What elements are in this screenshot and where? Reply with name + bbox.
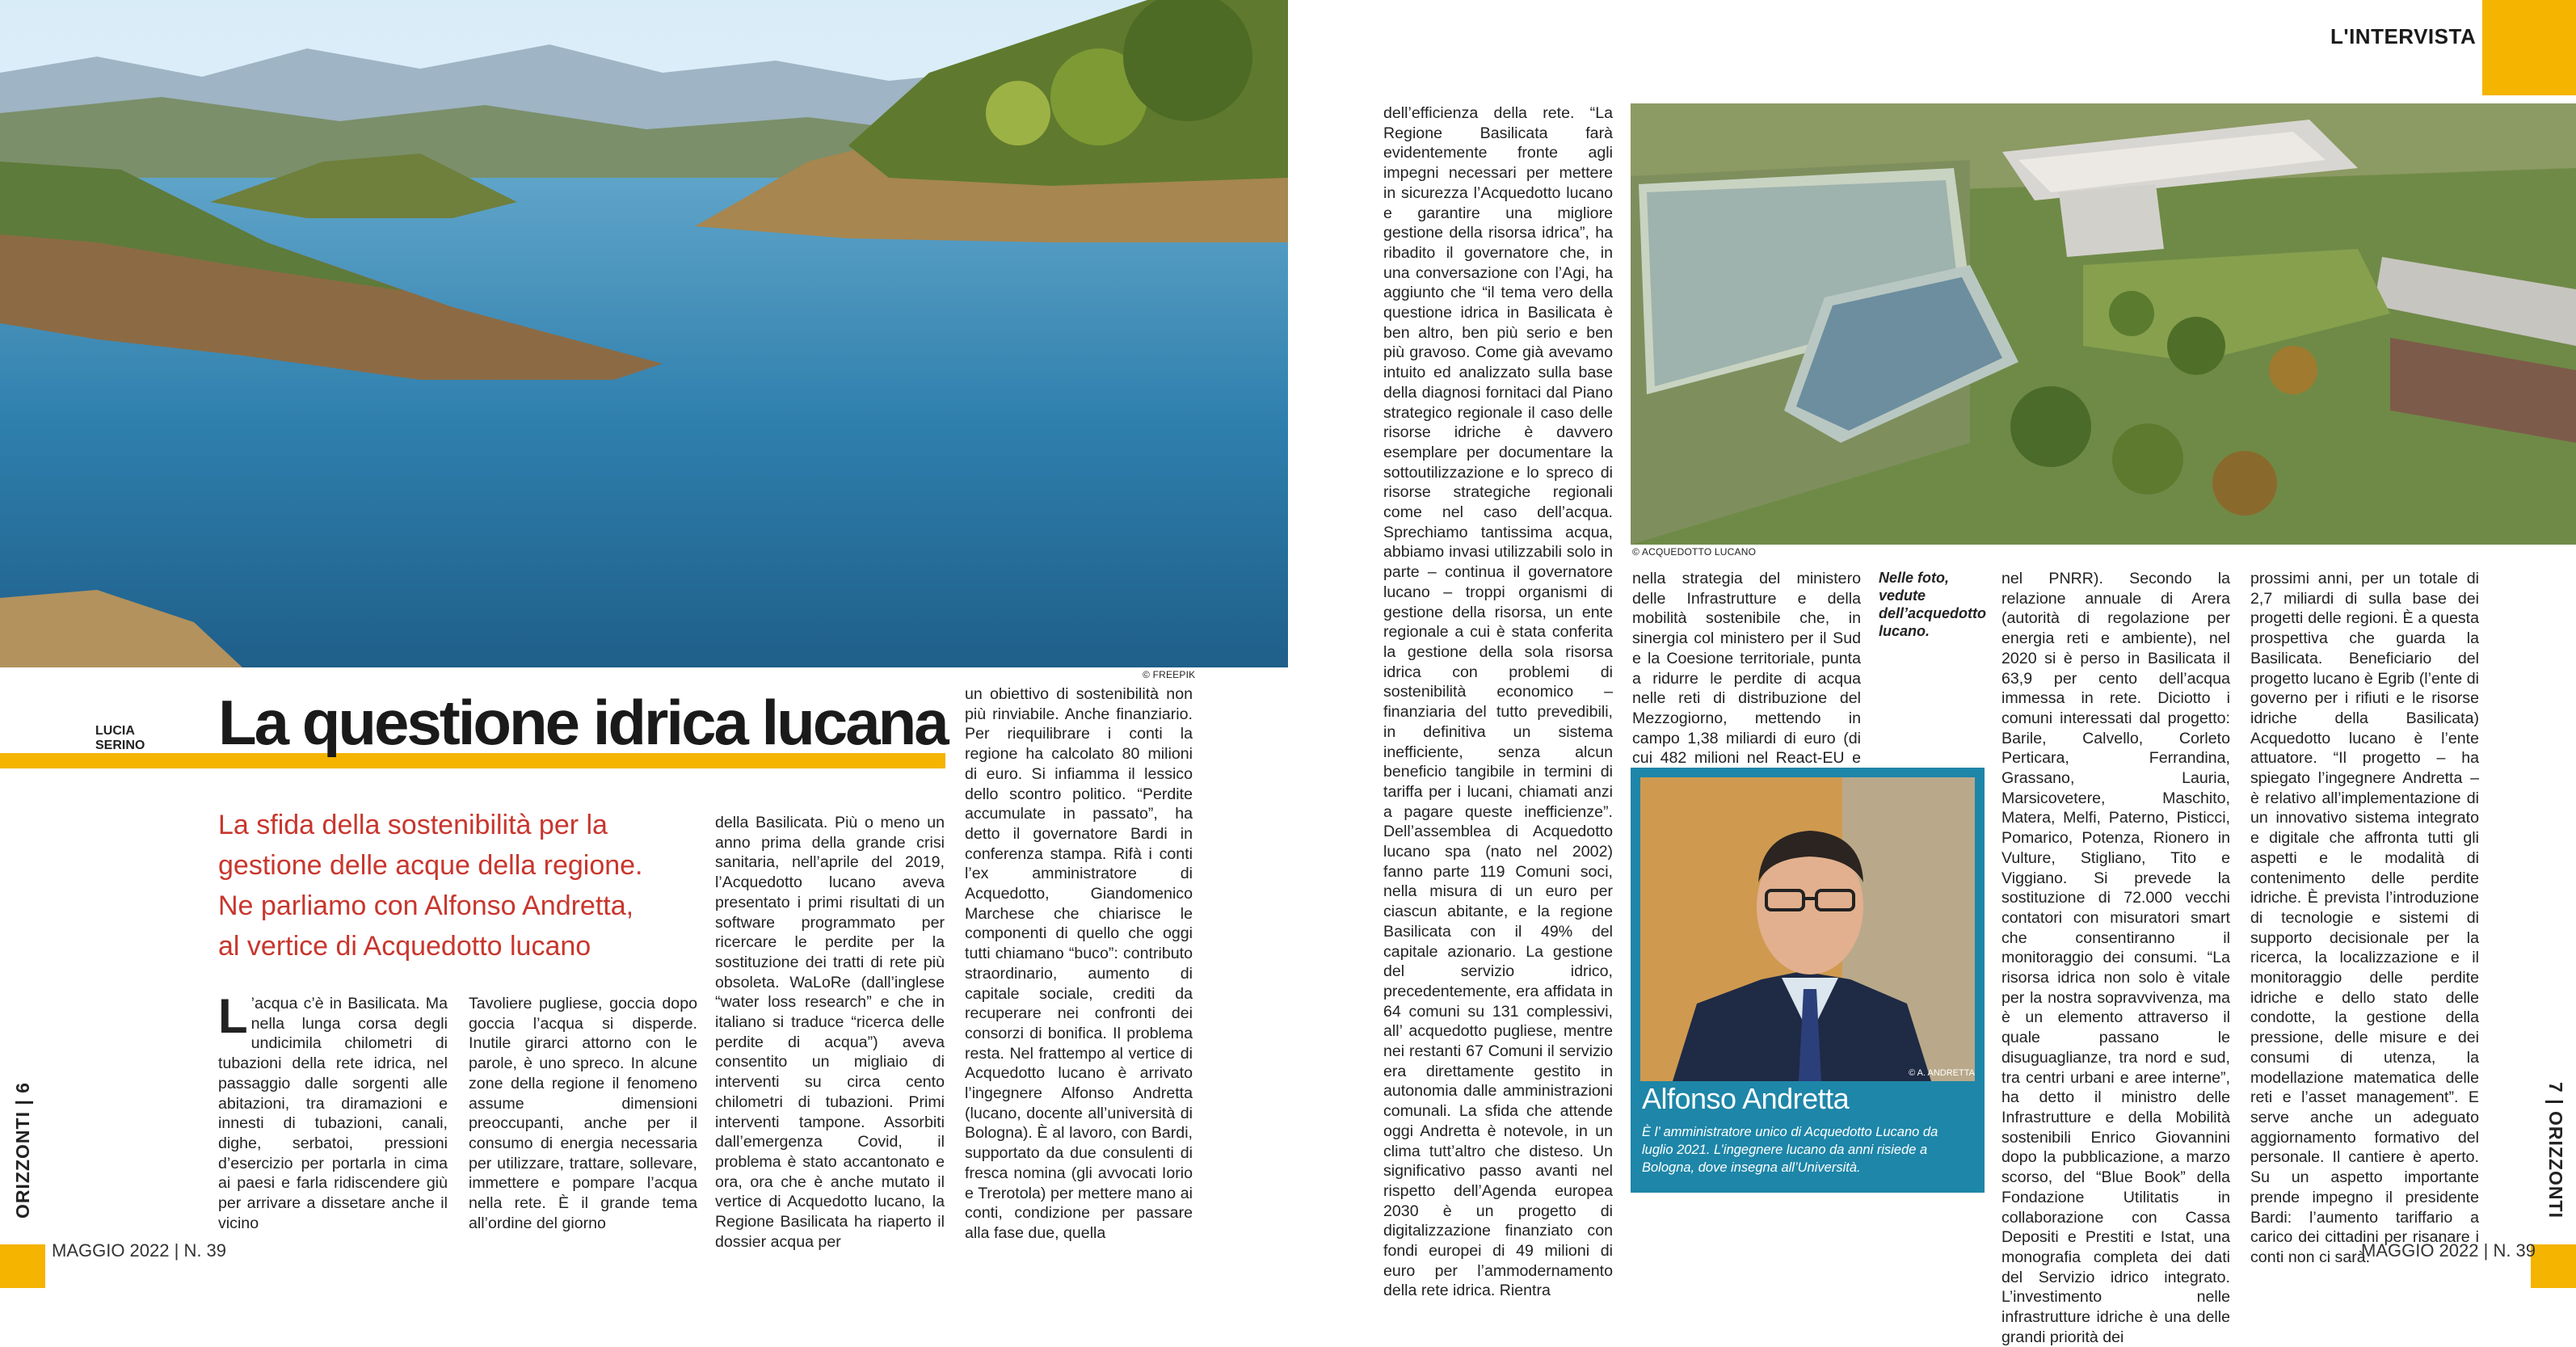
body-column-3: della Basilicata. Più o meno un anno prima della grande crisi sanitaria, nell’aprile del 2019, l’Acquedotto lucano aveva presentato i primi risultati di un software programmato per ricercare le perdite per la sostituzione dei tratti di rete più obsoleta. WaLoRe (dall’inglese “water loss research” e che in italiano si traduce “ricerca delle perdite di acqua”) aveva consentito un migliaio di interventi su circa cento chilometri di tubazioni. Primi interventi tampone. Assorbiti dall’emergenza Covid, il problema è stato accantonato e ora, ora che è anche mutato il vertice di Acquedotto lucano, la Regione Basilicata ha riaperto il dossier acqua per [715,814,945,1251]
side-tab-right: 7 | ORIZZONTI [2544,1082,2566,1219]
body-column-1: L ’acqua c’è in Basilicata. Ma nella lunga corsa degli undicimila chilometri di tubazioni della rete idrica, nel passaggio dalle sorgenti alle abitazioni, tra diramazioni e innesti di tubazioni, canali, dighe, serbatoi, pressioni d’esercizio per portarla in cima ai paesi e farla ridiscendere giù per arrivare a dissetare anche il vicino [218,989,448,1232]
folio-left: MAGGIO 2022 | N. 39 [52,1240,227,1261]
author-last-name: SERINO [95,739,145,752]
lake-photo [0,0,1288,667]
author-byline [95,724,145,753]
body-column-2: Tavoliere pugliese, goccia dopo goccia l’acqua si disperde. Inutile girarci attorno con le parole, è uno spreco. In alcune zone della regione il fenomeno assume dimensioni preoccupanti, anche per il consumo di energia necessaria per utilizzare, trattare, sollevare, immettere e pompare l’acqua nella rete. È il grande tema all’ordine del giorno [469,995,697,1232]
subtitle [218,805,643,966]
subtitle-line: Ne parliamo con Alfonso Andretta, [218,890,634,921]
body-column-8: prossimi anni, per un totale di 2,7 miliardi di sulla base dei progetti delle regioni. È a questa prospettiva che guarda la Basilicata. Beneficiario del progetto lucano è Egrib (l’ente di governo per i rifiuti e le risorse idriche della Basilicata) Acquedotto lucano è l’ente attuatore. “Il progetto – ha spiegato l’ingegnere Andretta – è relativo all’implementazione di un innovativo sistema integrato e digitale che affronta tutti gli aspetti e le modalità di contenimento delle perdite idriche. È prevista l’introduzione di tecnologie e sistemi di supporto decisionale per la ricerca, la localizzazione e il monitoraggio delle perdite idriche e dello stato delle condotte, la gestione della pressione, delle misure e dei consumi di utenza, la modellazione matematica delle reti e l’asset management”. E serve anche un adeguato aggiornamento formativo del personale. Il cantiere è aperto. Su un aspetto importante prende impegno il presidente Bardi: l’aumento tariffario a carico dei cittadini per risanare i conti non ci sarà. [2250,570,2479,1266]
subtitle-line: al vertice di Acquedotto lucano [218,931,591,962]
body-column-6: nella strategia del ministero delle Infrastrutture e della mobilità sostenibile che, in sinergia col ministero per il Sud e la Coesione territoriale, punta a ridurre le perdite di acqua nelle reti di distribuzione del Mezzogiorno, mettendo in campo 1,38 miliardi di euro (di cui 482 milioni nel React-EU e [1632,570,1861,768]
photo-caption: Nelle foto, vedute dell’acquedotto lucano. [1879,570,1987,639]
headline: La questione idrica lucana [218,687,947,758]
drop-cap: L [218,989,248,1043]
portrait-photo-credit: © A. ANDRETTA [1909,1068,1975,1078]
profile-bio: È l’ amministratore unico di Acquedotto Lucano da luglio 2021. L’ingegnere lucano da anni risiede a Bologna, dove insegna all’Università. [1642,1125,1938,1175]
subtitle-line: La sfida della sostenibilità per la [218,810,608,840]
plant-photo [1631,103,2576,545]
body-column-5: dell’efficienza della rete. “La Regione Basilicata farà evidentemente fronte agli impegni necessari per mettere in sicurezza l’Acquedotto lucano e garantire una migliore gestione della risorsa idrica”, ha ribadito il governatore che, in una conversazione con l’Agi, ha aggiunto che “il tema vero della questione idrica in Basilicata è ben altro, ben più serio e ben più gravoso. Come già avevamo intuito ed analizzato sulla base della diagnosi fornitaci dal Piano strategico regionale il caso delle risorse idriche è davvero esemplare per documentare la sottoutilizzazione e lo spreco di risorse strategiche regionali come nel caso dell’acqua. Sprechiamo tantissima acqua, abbiamo invasi utilizzabili solo in parte – continua il governatore lucano – troppi organismi di gestione della risorsa, un ente regionale a cui è stata conferita la gestione della sola risorsa idrica con problemi di sostenibilità economico –finanziaria del tutto prevedibili, in definitiva un sistema inefficiente, senza alcun beneficio tangibile in termini di tariffa per i lucani, chiamati anzi a pagare queste inefficienze”. Dell’assemblea di Acquedotto lucano spa (nato nel 2002) fanno parte 119 Comuni soci, nella misura di un euro per ciascun abitante, e la regione Basilicata con il 49% del capitale azionario. La gestione del servizio idrico, precedentemente, era affidata in 64 comuni su 131 complessivi, all’ acquedotto pugliese, mentre nei restanti 67 Comuni il servizio era direttamente gestito in autonomia dalle amministrazioni comunali. La sfida che attende oggi Andretta è notevole, in un clima tutt’altro che disteso. Un significativo passo avanti nel rispetto dell’Agenda europea 2030 è un progetto di digitalizzazione finanziato con fondi europei di 49 milioni di euro per l’ammodernamento della rete idrica. Rientra [1383,104,1613,1300]
subtitle-line: gestione delle acque della regione. [218,850,643,881]
body-column-4: un obiettivo di sostenibilità non più rinviabile. Anche finanziario. Per riequilibrare i conti la regione ha calcolato 80 milioni di euro. Si infiamma il lessico dello scontro politico. “Perdite accumulate in passato”, ha detto il governatore Bardi in conferenza stampa. Rifà i conti l’ex amministratore di Acquedotto, Giandomenico Marchese che chiarisce le componenti di quello che oggi tutti chiamano “buco”: contributo straordinario, aumento di capitale sociale, crediti da recuperare nei confronti dei consorzi di bonifica. Il problema resta. Nel frattempo al vertice di Acquedotto lucano è arrivato l’ingegnere Alfonso Andretta (lucano, docente all’università di Bologna). È al lavoro, con Bardi, supportato da due consulenti di fresca nomina (gli avvocati Iorio e Trerotola) per mettere mano ai conti, condizione per passare alla fase due, quella [965,685,1193,1242]
side-tab-left: ORIZZONTI | 6 [11,1082,33,1219]
portrait-photo [1640,777,1975,1081]
folio-accent-right [2531,1244,2576,1288]
body-column-7: nel PNRR). Secondo la relazione annuale di Arera (autorità di regolazione per energia reti e ambiente), nel 2020 si è perso in Basilicata il 63,9 per cento dell’acqua immessa in rete. Diciotto i comuni interessati dal progetto: Barile, Calvello, Corleto Perticara, Ferrandina, Grassano, Lauria, Marsicovetere, Maschito, Matera, Melfi, Paterno, Pisticci, Pomarico, Potenza, Rionero in Vulture, Stigliano, Tito e Viggiano. Si prevede la sostituzione di 72.000 vecchi contatori con misuratori smart che consentiranno il monitoraggio dei consumi. “La risorsa idrica non solo è vitale per la nostra sopravvivenza, ma è un elemento attraverso il quale passano le disuguaglianze, tra nord e sud, tra centri urbani e aree interne”, ha detto il ministro delle Infrastrutture e della Mobilità sostenibili Enrico Giovannini dopo la pubblicazione, a marzo scorso, del “Blue Book” della Fondazione Utilitatis in collaborazione con Cassa Depositi e Prestiti e Istat, una monografia completa dei dati del Servizio idrico integrato. L’investimento nelle infrastrutture idriche è una delle grandi priorità dei [2001,570,2230,1346]
author-first-name: LUCIA [95,724,135,738]
section-label: L'INTERVISTA [2330,24,2477,48]
folio-accent-left [0,1244,45,1288]
folio-right: MAGGIO 2022 | N. 39 [2361,1240,2536,1261]
plant-photo-credit: © ACQUEDOTTO LUCANO [1632,546,1757,558]
lake-photo-credit: © FREEPIK [1143,669,1196,680]
section-accent-block [2482,0,2576,95]
profile-box [1631,768,1985,1193]
profile-name: Alfonso Andretta [1642,1082,1850,1115]
